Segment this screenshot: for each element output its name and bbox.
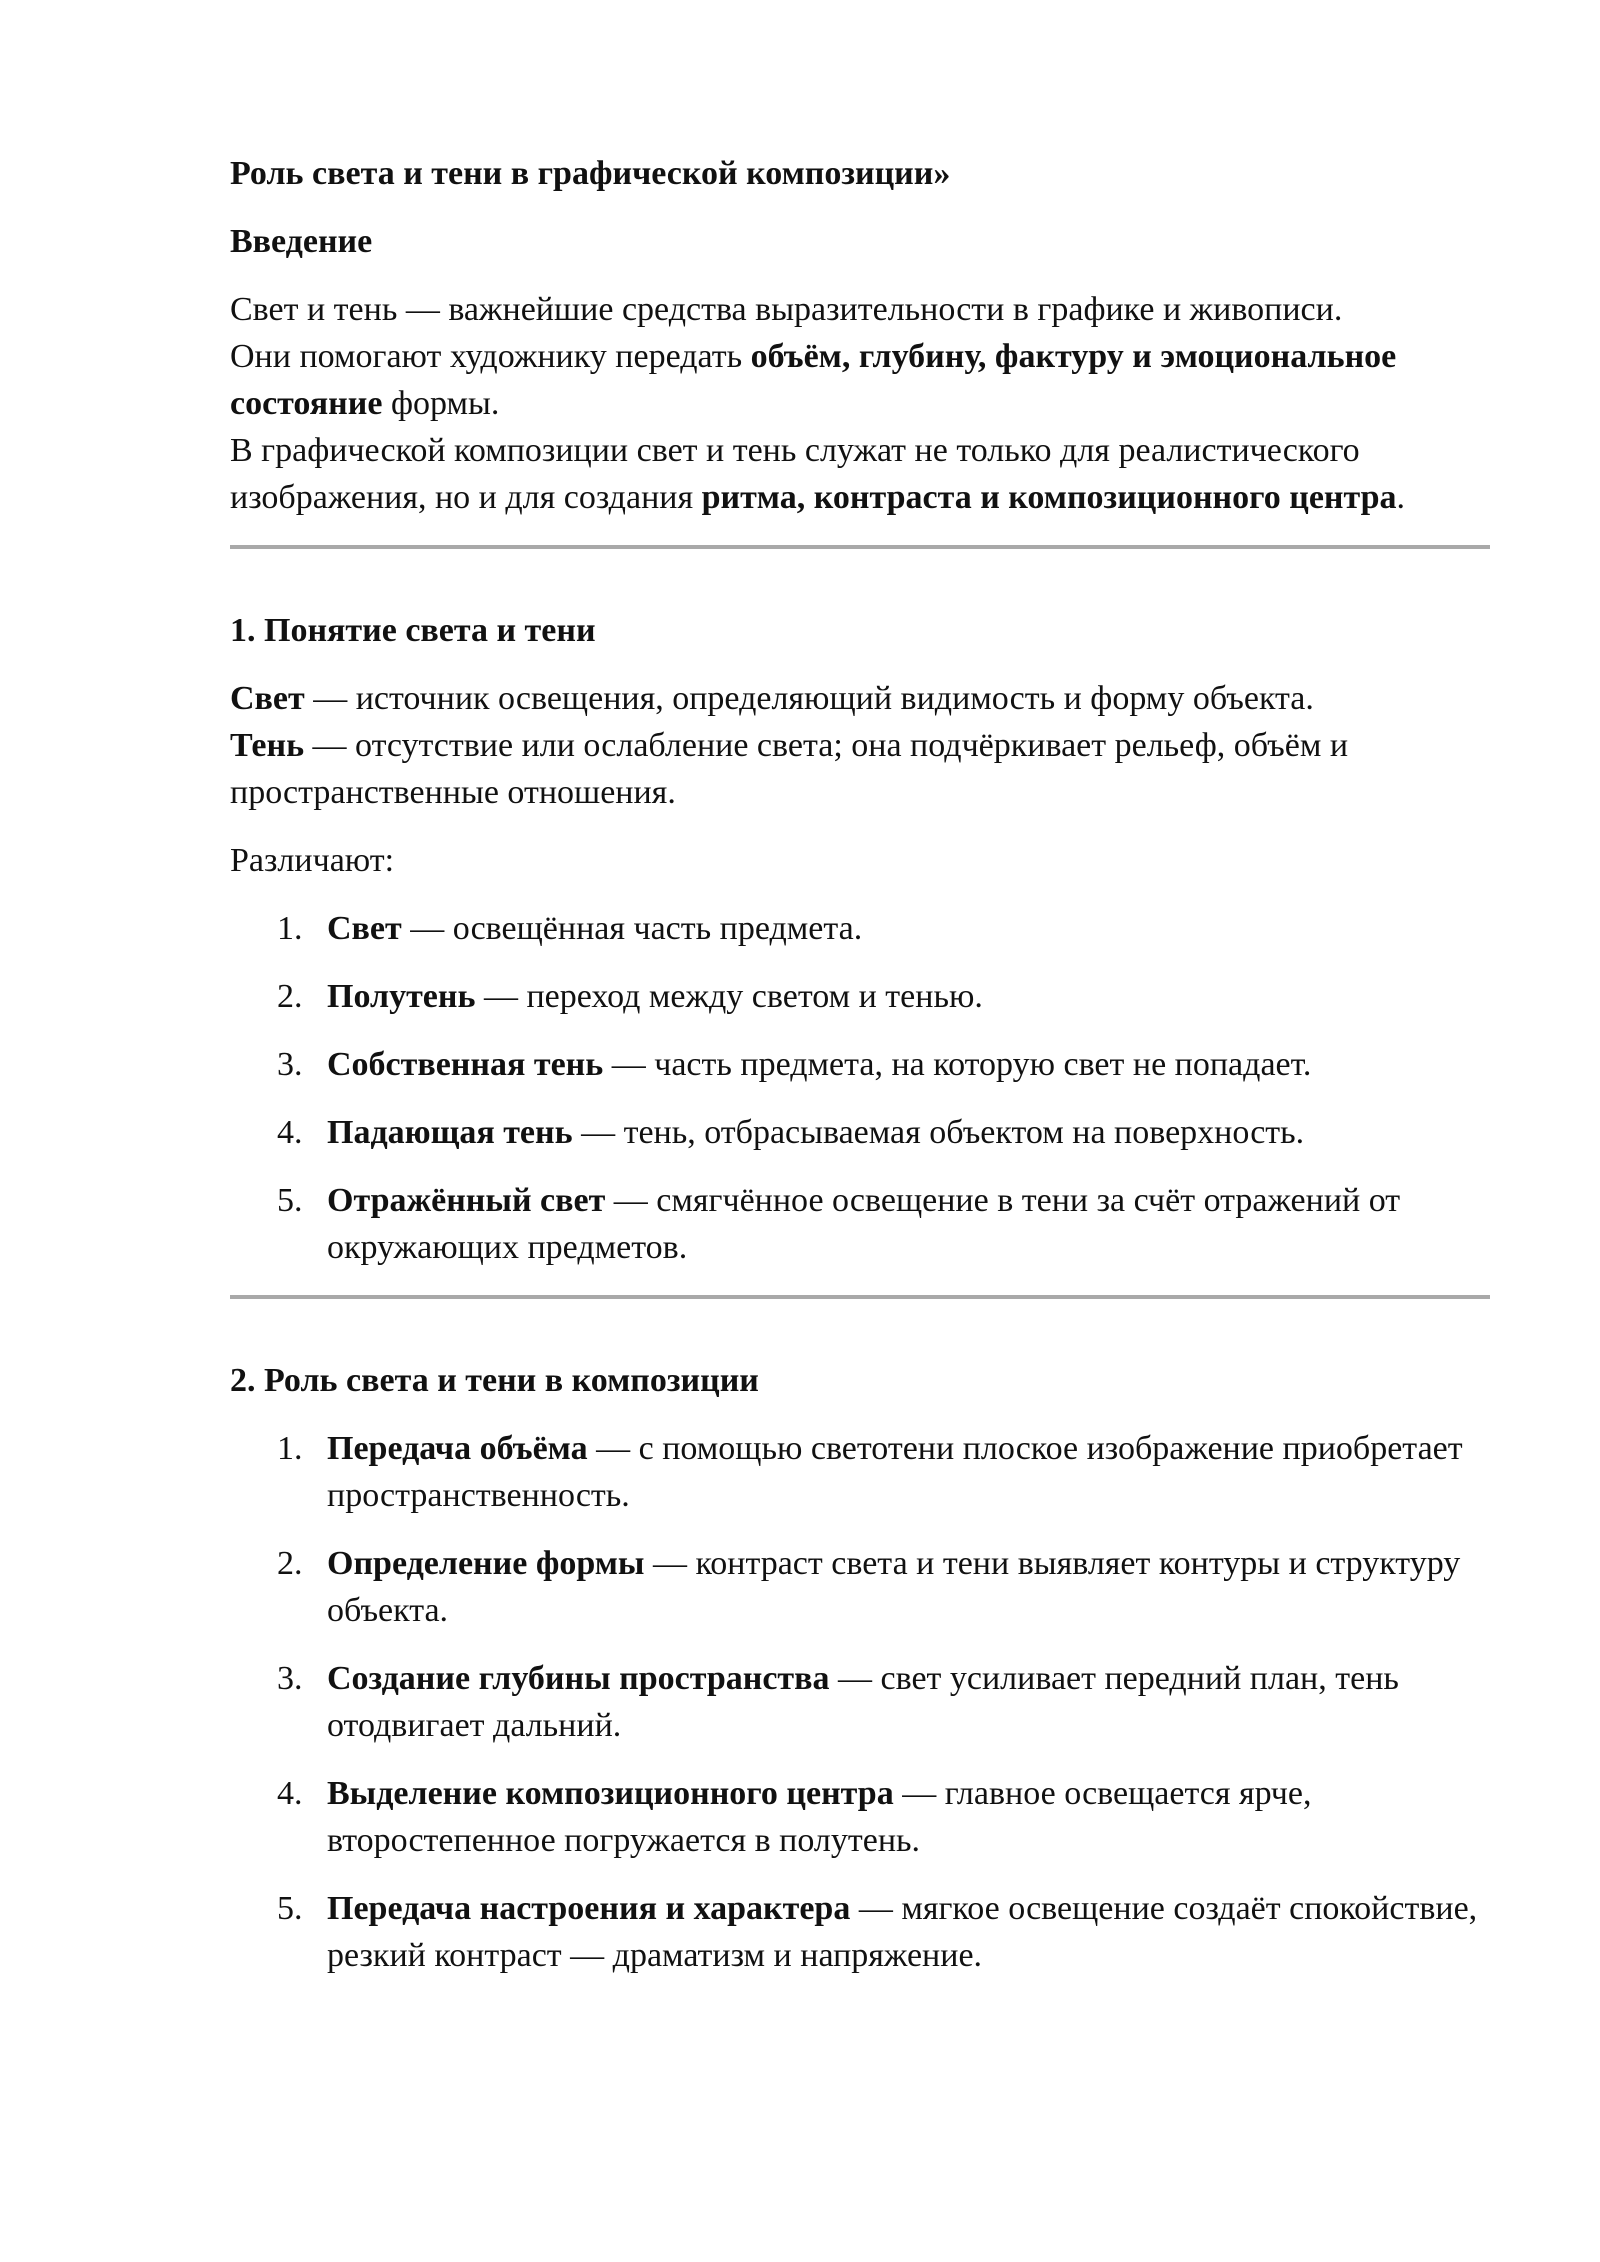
list-item-text: — смягчённое освещение в тени за счёт отражений от окружающих предметов. [327,1182,1401,1266]
def-text-light: — источник освещения, определяющий видимость и форму объекта. [304,680,1314,717]
list-item-text: — переход между светом и тенью. [475,978,983,1015]
list-item [230,1885,1490,1979]
list-item-number: 1. [277,910,303,947]
list-item-term: Выделение композиционного центра [327,1775,894,1812]
intro-p1-text-3: формы. [382,385,500,422]
intro-p2-text-2: . [1396,479,1406,516]
intro-p2-text-1: В графической композиции свет и тень служат не только для реалистического изображения, но и для создания [230,432,1360,516]
list-item [230,1540,1490,1634]
intro-paragraph-1 [230,286,1490,521]
list-item-text: — главное освещается ярче, второстепенное погружается в полутень. [327,1775,1312,1859]
list-item-term: Создание глубины пространства [327,1660,830,1697]
section-1-definitions [230,675,1490,816]
list-item-number: 5. [277,1182,303,1219]
list-item-text: — мягкое освещение создаёт спокойствие, резкий контраст — драматизм и напряжение. [327,1890,1478,1974]
list-item-term: Собственная тень [327,1046,604,1083]
list-item-text: — свет усиливает передний план, тень отодвигает дальний. [327,1660,1399,1744]
list-item [230,1770,1490,1864]
section-divider-2 [230,1295,1490,1299]
def-term-shadow: Тень [230,727,305,764]
intro-p1-text-2: Они помогают художнику передать [230,338,751,375]
section-2-heading: 2. Роль света и тени в композиции [230,1362,759,1399]
list-item-term: Передача объёма [327,1430,588,1467]
list-item [230,1177,1490,1271]
list-item-term: Падающая тень [327,1114,573,1151]
list-item-text: — с помощью светотени плоское изображение приобретает пространственность. [327,1430,1463,1514]
list-item-number: 3. [277,1046,303,1083]
document-title: Роль света и тени в графической композиции» [230,155,951,192]
distinguish-label: Различают: [230,842,395,879]
list-item-number: 4. [277,1775,303,1812]
list-item-text: — освещённая часть предмета. [401,910,863,947]
def-text-shadow: — отсутствие или ослабление света; она подчёркивает рельеф, объём и пространственные отношения. [230,727,1349,811]
list-item-number: 2. [277,978,303,1015]
intro-p1-bold-1: объём, глубину, фактуру и эмоциональное состояние [230,338,1397,422]
list-item-term: Определение формы [327,1545,645,1582]
list-item [230,1041,1490,1088]
section-1-list [230,905,1490,1271]
list-item-number: 5. [277,1890,303,1927]
list-item [230,1425,1490,1519]
list-item [230,1109,1490,1156]
intro-p1-text-1: Свет и тень — важнейшие средства выразительности в графике и живописи. [230,291,1343,328]
list-item-text: — часть предмета, на которую свет не попадает. [603,1046,1312,1083]
list-item-number: 2. [277,1545,303,1582]
list-item-number: 3. [277,1660,303,1697]
list-item-term: Передача настроения и характера [327,1890,851,1927]
list-item-term: Отражённый свет [327,1182,606,1219]
intro-p2-bold-1: ритма, контраста и композиционного центра [701,479,1397,516]
list-item-number: 4. [277,1114,303,1151]
section-1-heading: 1. Понятие света и тени [230,612,596,649]
list-item-number: 1. [277,1430,303,1467]
list-item-term: Свет [327,910,402,947]
list-item [230,905,1490,952]
intro-heading: Введение [230,223,373,260]
document-page [230,150,1490,2000]
list-item-term: Полутень [327,978,476,1015]
list-item-text: — тень, отбрасываемая объектом на поверхность. [572,1114,1305,1151]
def-term-light: Свет [230,680,305,717]
list-item [230,1655,1490,1749]
section-2-list [230,1425,1490,1979]
section-divider-1 [230,545,1490,549]
list-item [230,973,1490,1020]
list-item-text: — контраст света и тени выявляет контуры и структуру объекта. [327,1545,1461,1629]
